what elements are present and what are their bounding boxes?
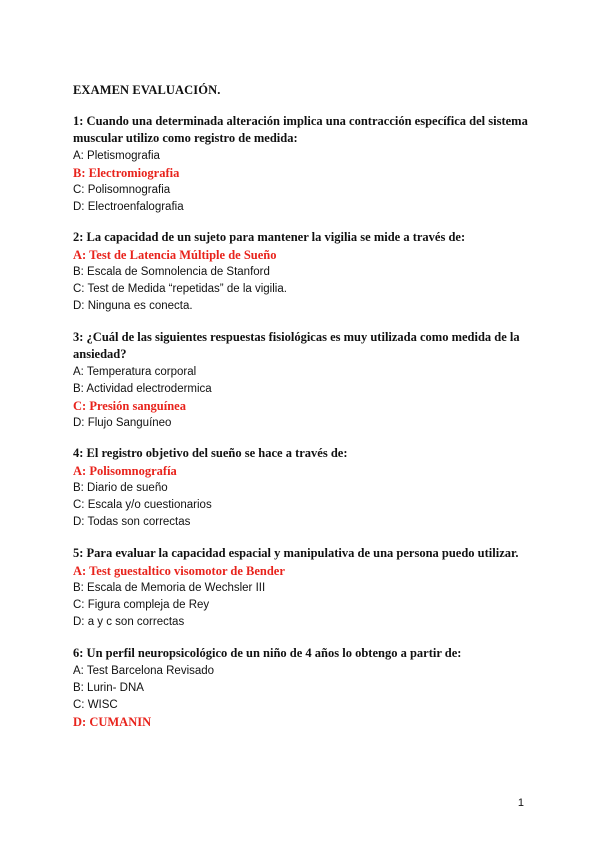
question-text: 4: El registro objetivo del sueño se hace a través de: — [73, 446, 348, 460]
question-text: 1: Cuando una determinada alteración implica una contracción específica del sistema muscular utilizo como registro de medida: — [73, 114, 528, 145]
page-title: EXAMEN EVALUACIÓN. — [73, 83, 221, 97]
answer-option: B: Escala de Memoria de Wechsler III — [73, 582, 266, 594]
answer-option: C: Escala y/o cuestionarios — [73, 499, 212, 511]
answer-option: B: Diario de sueño — [73, 482, 168, 494]
correct-answer-option: B: Electromiografia — [73, 166, 180, 180]
answer-option: C: Polisomnografia — [73, 184, 171, 196]
answer-option: C: Figura compleja de Rey — [73, 599, 210, 611]
answer-option: D: Electroenfalografia — [73, 201, 184, 213]
question-1 — [73, 113, 533, 216]
page-number: 1 — [517, 797, 524, 809]
answer-option: D: Todas son correctas — [73, 516, 191, 528]
answer-option: B: Escala de Somnolencia de Stanford — [73, 266, 270, 278]
question-4 — [73, 445, 533, 531]
answer-option: B: Actividad electrodermica — [73, 383, 212, 395]
question-3 — [73, 329, 533, 432]
correct-answer-option: A: Polisomnografía — [73, 464, 177, 478]
answer-option: A: Temperatura corporal — [73, 366, 197, 378]
question-text: 3: ¿Cuál de las siguientes respuestas fisiológicas es muy utilizada como medida de la ansiedad? — [73, 330, 520, 361]
answer-option: D: Ninguna es conecta. — [73, 300, 193, 312]
answer-option: D: Flujo Sanguíneo — [73, 417, 172, 429]
correct-answer-option: A: Test de Latencia Múltiple de Sueño — [73, 248, 277, 262]
correct-answer-option: A: Test guestaltico visomotor de Bender — [73, 564, 285, 578]
correct-answer-option: C: Presión sanguínea — [73, 399, 186, 413]
question-text: 2: La capacidad de un sujeto para mantener la vigilia se mide a través de: — [73, 230, 466, 244]
answer-option: A: Test Barcelona Revisado — [73, 665, 215, 677]
question-text: 6: Un perfil neuropsicológico de un niño de 4 años lo obtengo a partir de: — [73, 646, 462, 660]
answer-option: A: Pletismografia — [73, 150, 160, 162]
answer-option: C: WISC — [73, 699, 118, 711]
correct-answer-option: D: CUMANIN — [73, 715, 152, 729]
question-2 — [73, 229, 533, 315]
answer-option: C: Test de Medida “repetidas” de la vigilia. — [73, 283, 287, 295]
question-text: 5: Para evaluar la capacidad espacial y manipulativa de una persona puedo utilizar. — [73, 546, 519, 560]
question-5 — [73, 545, 533, 631]
question-6 — [73, 645, 533, 731]
answer-option: D: a y c son correctas — [73, 616, 185, 628]
answer-option: B: Lurin- DNA — [73, 682, 144, 694]
